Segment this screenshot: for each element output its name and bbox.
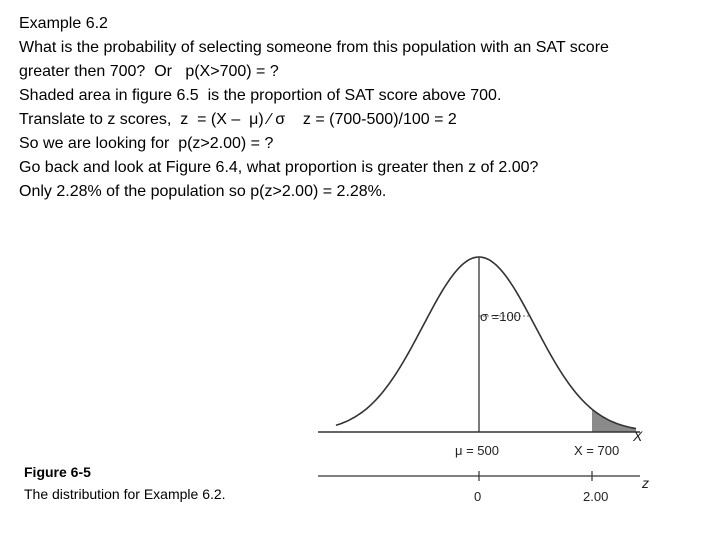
example-title: Example 6.2 — [19, 15, 108, 32]
x-axis-variable: X — [633, 428, 643, 444]
figure-reference: Go back and look at Figure 6.4, what proportion is greater then z of 2.00? — [19, 159, 539, 176]
caption-title: Figure 6-5 — [24, 464, 91, 480]
sigma-label: σ =100 — [480, 309, 521, 324]
bell-curve — [336, 257, 636, 429]
answer-line: Only 2.28% of the population so p(z>2.00) = 2.28%. — [19, 183, 387, 200]
figure-caption — [24, 461, 226, 505]
question-line-2: greater then 700? Or p(X>700) = ? — [19, 63, 279, 80]
z-probability-question: So we are looking for p(z>2.00) = ? — [19, 135, 274, 152]
question-line-1: What is the probability of selecting someone from this population with an SAT score — [19, 39, 609, 56]
z-translation: Translate to z scores, z = (X – μ) ⁄ σ z = (700-500)/100 = 2 — [19, 111, 457, 128]
z-tick-label-2: 2.00 — [583, 489, 609, 504]
x-cutoff-label: X = 700 — [574, 443, 620, 458]
caption-subtitle: The distribution for Example 6.2. — [24, 486, 226, 502]
z-tick-label-0: 0 — [474, 489, 482, 504]
mean-label: μ = 500 — [455, 443, 499, 458]
shaded-area-note: Shaded area in figure 6.5 is the proportion of SAT score above 700. — [19, 87, 502, 104]
z-axis-variable: z — [642, 475, 649, 491]
shaded-tail-area — [592, 409, 636, 432]
